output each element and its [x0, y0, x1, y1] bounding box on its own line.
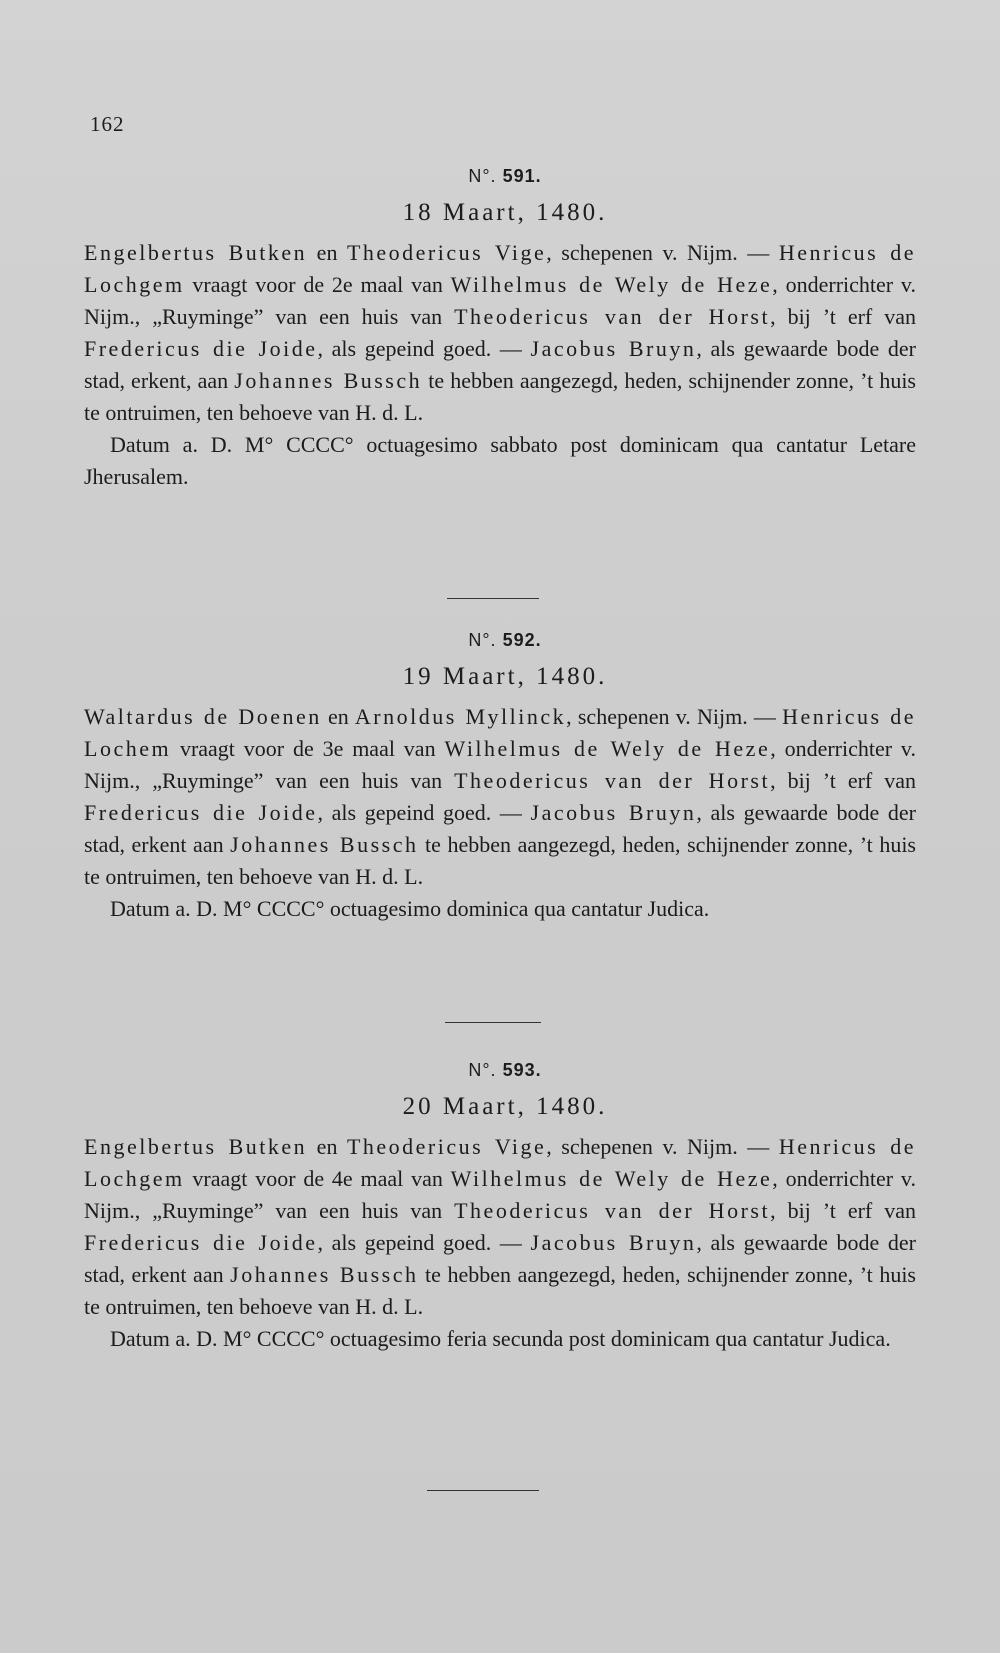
- body-text: te hebben aangezegd, heden, schijnender zonne, ’t huis te ontruimen, ten behoeve van H. d. L.: [84, 1262, 916, 1319]
- spaced-name: Jacobus Bruyn: [530, 800, 697, 825]
- body-text: , als gewaarde bode der stad, erkent, aan: [84, 336, 916, 393]
- body-text: vraagt voor de 3e maal van: [171, 736, 445, 761]
- entry-closing: Datum a. D. M° CCCC° octuagesimo dominica qua cantatur Judica.: [110, 896, 710, 921]
- body-text: , schepenen v. Nijm. —: [546, 240, 779, 265]
- spaced-name: Wilhelmus de Wely de Heze: [444, 736, 771, 761]
- entry-body: [84, 237, 916, 429]
- entry-number: [84, 630, 916, 651]
- entry-591: [84, 166, 916, 493]
- body-text: , onderrichter v. Nijm., „Ruyminge” van een huis van: [84, 1166, 916, 1223]
- spaced-name: Wilhelmus de Wely de Heze: [450, 1166, 773, 1191]
- spaced-name: Theodericus van der Horst: [454, 1198, 771, 1223]
- spaced-name: Engelbertus Butken: [84, 240, 308, 265]
- body-text: , bij ’t erf van: [770, 304, 916, 329]
- entry-body: [84, 1131, 916, 1323]
- spaced-name: Engelbertus Butken: [84, 1134, 308, 1159]
- spaced-name: Jacobus Bruyn: [530, 1230, 697, 1255]
- spaced-name: Johannes Bussch: [230, 832, 419, 857]
- body-text: , schepenen v. Nijm. —: [566, 704, 783, 729]
- entry-592: [84, 630, 916, 925]
- entry-number: [84, 1060, 916, 1081]
- entry-number-prefix: N°.: [468, 1060, 497, 1080]
- entry-number-value: 593.: [502, 1060, 542, 1080]
- body-text: , onderrichter v. Nijm., „Ruyminge” van een huis van: [84, 272, 916, 329]
- spaced-name: Theodericus van der Horst: [454, 768, 771, 793]
- body-text: en: [307, 1134, 347, 1159]
- body-text: te hebben aangezegd, heden, schijnender zonne, ’t huis te ontruimen, ten behoeve van H. d. L.: [84, 832, 916, 889]
- body-text: , als gepeind goed. —: [317, 1230, 531, 1255]
- body-text: , bij ’t erf van: [770, 1198, 916, 1223]
- spaced-name: Henricus de Lochgem: [84, 240, 917, 297]
- divider: [445, 1022, 541, 1023]
- body-text: en: [307, 240, 347, 265]
- body-text: , als gepeind goed. —: [317, 336, 531, 361]
- spaced-name: Fredericus die Joide: [84, 336, 318, 361]
- spaced-name: Fredericus die Joide: [84, 1230, 318, 1255]
- entry-date: 18 Maart, 1480.: [402, 199, 608, 226]
- body-text: , bij ’t erf van: [770, 768, 916, 793]
- spaced-name: Johannes Bussch: [230, 1262, 419, 1287]
- spaced-name: Johannes Bussch: [234, 368, 423, 393]
- entry-body: [84, 701, 916, 893]
- spaced-name: Theodericus van der Horst: [454, 304, 771, 329]
- entry-date: 20 Maart, 1480.: [402, 1093, 608, 1120]
- body-text: en: [321, 704, 355, 729]
- spaced-name: Jacobus Bruyn: [530, 336, 697, 361]
- divider: [427, 1490, 539, 1491]
- body-text: , schepenen v. Nijm. —: [546, 1134, 779, 1159]
- body-text: te hebben aangezegd, heden, schijnender zonne, ’t huis te ontruimen, ten behoeve van H. d. L.: [84, 368, 916, 425]
- body-text: , onderrichter v. Nijm., „Ruyminge” van een huis van: [84, 736, 916, 793]
- spaced-name: Theodericus Vige: [346, 240, 547, 265]
- body-text: vraagt voor de 2e maal van: [184, 272, 451, 297]
- entry-number: [84, 166, 916, 187]
- entry-number-prefix: N°.: [468, 630, 497, 650]
- spaced-name: Waltardus de Doenen: [84, 704, 322, 729]
- spaced-name: Theodericus Vige: [346, 1134, 547, 1159]
- entry-closing: Datum a. D. M° CCCC° octuagesimo feria secunda post dominicam qua cantatur Judica.: [110, 1326, 891, 1351]
- spaced-name: Henricus de Lochgem: [84, 1134, 917, 1191]
- body-text: vraagt voor de 4e maal van: [184, 1166, 451, 1191]
- entry-closing: Datum a. D. M° CCCC° octuagesimo sabbato post dominicam qua cantatur Letare Jherusalem.: [84, 432, 916, 489]
- spaced-name: Henricus de Lochem: [84, 704, 916, 761]
- divider: [447, 598, 539, 599]
- entry-number-value: 591.: [502, 166, 542, 186]
- entry-number-prefix: N°.: [468, 166, 497, 186]
- page-number: 162: [90, 112, 125, 136]
- body-text: , als gewaarde bode der stad, erkent aan: [84, 800, 916, 857]
- entry-593: [84, 1060, 916, 1355]
- spaced-name: Fredericus die Joide: [84, 800, 318, 825]
- body-text: , als gewaarde bode der stad, erkent aan: [84, 1230, 916, 1287]
- entry-number-value: 592.: [502, 630, 542, 650]
- spaced-name: Arnoldus Myllinck: [354, 704, 567, 729]
- entry-date: 19 Maart, 1480.: [402, 663, 608, 690]
- spaced-name: Wilhelmus de Wely de Heze: [450, 272, 773, 297]
- body-text: , als gepeind goed. —: [317, 800, 531, 825]
